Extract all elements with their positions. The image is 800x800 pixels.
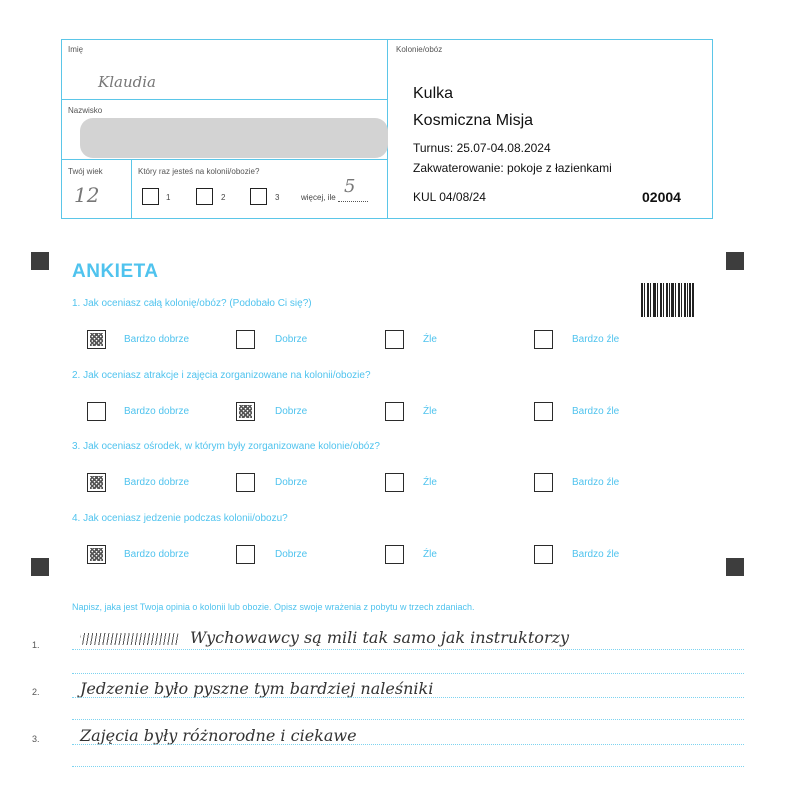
question-2-checkbox-dobrze[interactable]	[236, 402, 255, 421]
question-4-option-label: Dobrze	[275, 549, 308, 560]
question-3-checkbox-źle[interactable]	[385, 473, 404, 492]
registration-marker-top-left	[31, 252, 49, 270]
visit-count-checkbox-2[interactable]	[196, 188, 213, 205]
crossed-out-scribble	[80, 633, 180, 645]
question-2-option-label: Bardzo dobrze	[124, 406, 190, 417]
question-2-checkbox-źle[interactable]	[385, 402, 404, 421]
registration-marker-top-right	[726, 252, 744, 270]
visit-count-checkbox-3[interactable]	[250, 188, 267, 205]
turnus-text: Turnus: 25.07-04.08.2024	[413, 141, 551, 155]
answer-line	[72, 673, 744, 674]
question-3-option-label: Dobrze	[275, 477, 308, 488]
question-1-text: 1. Jak oceniasz całą kolonię/obóz? (Podobało Ci się?)	[72, 298, 312, 309]
question-2-option-label: Źle	[423, 406, 437, 417]
question-4-checkbox-źle[interactable]	[385, 545, 404, 564]
question-3-option-label: Bardzo dobrze	[124, 477, 190, 488]
visit-count-option-2: 2	[221, 193, 226, 202]
question-2-option-label: Bardzo źle	[572, 406, 620, 417]
question-4-checkbox-bardzo-dobrze[interactable]	[87, 545, 106, 564]
wiecej-value: 5	[344, 176, 356, 197]
wiecej-label: więcej, ile	[301, 193, 336, 202]
personal-info-section	[62, 40, 388, 218]
camp-theme: Kosmiczna Misja	[413, 112, 534, 129]
question-2-option-label: Dobrze	[275, 406, 308, 417]
imie-label: Imię	[68, 45, 84, 54]
kul-code: KUL 04/08/24	[413, 190, 486, 204]
answer-number-2: 2.	[32, 687, 40, 697]
question-1-checkbox-źle[interactable]	[385, 330, 404, 349]
question-2-checkbox-bardzo-dobrze[interactable]	[87, 402, 106, 421]
nazwisko-redacted-field[interactable]	[80, 118, 388, 158]
divider	[131, 159, 132, 219]
wiek-value[interactable]: 12	[74, 183, 100, 207]
question-4-option-label: Bardzo dobrze	[124, 549, 190, 560]
question-4-text: 4. Jak oceniasz jedzenie podczas kolonii/obozu?	[72, 513, 288, 524]
answer-line	[72, 649, 744, 650]
question-1-checkbox-dobrze[interactable]	[236, 330, 255, 349]
answer-line	[72, 744, 744, 745]
answer-line	[72, 766, 744, 767]
question-3-text: 3. Jak oceniasz ośrodek, w którym były zorganizowane kolonie/obóz?	[72, 441, 380, 452]
question-3-option-label: Źle	[423, 477, 437, 488]
zakwaterowanie-text: Zakwaterowanie: pokoje z łazienkami	[413, 161, 612, 175]
question-1-checkbox-bardzo-źle[interactable]	[534, 330, 553, 349]
question-1-option-label: Bardzo źle	[572, 334, 620, 345]
answer-line	[72, 719, 744, 720]
imie-value[interactable]: Klaudia	[98, 73, 156, 91]
visit-count-option-1: 1	[166, 193, 171, 202]
question-3-option-label: Bardzo źle	[572, 477, 620, 488]
question-4-option-label: Źle	[423, 549, 437, 560]
survey-title: ANKIETA	[72, 261, 159, 282]
question-1-option-label: Dobrze	[275, 334, 308, 345]
question-1-option-label: Bardzo dobrze	[124, 334, 190, 345]
camp-name: Kulka	[413, 85, 454, 102]
visit-count-option-3: 3	[275, 193, 280, 202]
registration-marker-bottom-left	[31, 558, 49, 576]
question-4-checkbox-dobrze[interactable]	[236, 545, 255, 564]
question-4-option-label: Bardzo źle	[572, 549, 620, 560]
question-1-checkbox-bardzo-dobrze[interactable]	[87, 330, 106, 349]
nazwisko-label: Nazwisko	[68, 106, 103, 115]
answer-text-3[interactable]: Zajęcia były różnorodne i ciekawe	[80, 726, 357, 745]
visit-count-checkbox-1[interactable]	[142, 188, 159, 205]
answer-text-1[interactable]	[80, 628, 569, 647]
question-1-option-label: Źle	[423, 334, 437, 345]
opinion-prompt: Napisz, jaka jest Twoja opinia o kolonii lub obozie. Opisz swoje wrażenia z pobytu w trzech zdaniach.	[72, 602, 475, 612]
barcode-icon	[641, 283, 694, 317]
question-2-checkbox-bardzo-źle[interactable]	[534, 402, 553, 421]
divider	[62, 159, 387, 160]
answer-text-2[interactable]: Jedzenie było pyszne tym bardziej naleśniki	[80, 679, 434, 698]
question-2-text: 2. Jak oceniasz atrakcje i zajęcia zorganizowane na kolonii/obozie?	[72, 370, 371, 381]
ktory-raz-label: Który raz jesteś na kolonii/obozie?	[138, 167, 260, 176]
form-number: 02004	[642, 189, 681, 205]
answer-number-1: 1.	[32, 640, 40, 650]
wiek-label: Twój wiek	[68, 167, 103, 176]
wiecej-input-line[interactable]	[338, 201, 368, 202]
answer-1-value: Wychowawcy są mili tak samo jak instruktorzy	[190, 628, 570, 647]
question-3-checkbox-dobrze[interactable]	[236, 473, 255, 492]
answer-number-3: 3.	[32, 734, 40, 744]
question-3-checkbox-bardzo-źle[interactable]	[534, 473, 553, 492]
divider	[62, 99, 387, 100]
question-3-checkbox-bardzo-dobrze[interactable]	[87, 473, 106, 492]
header-box	[61, 39, 713, 219]
answer-line	[72, 697, 744, 698]
question-4-checkbox-bardzo-źle[interactable]	[534, 545, 553, 564]
registration-marker-bottom-right	[726, 558, 744, 576]
kolonie-label: Kolonie/obóz	[396, 45, 443, 54]
